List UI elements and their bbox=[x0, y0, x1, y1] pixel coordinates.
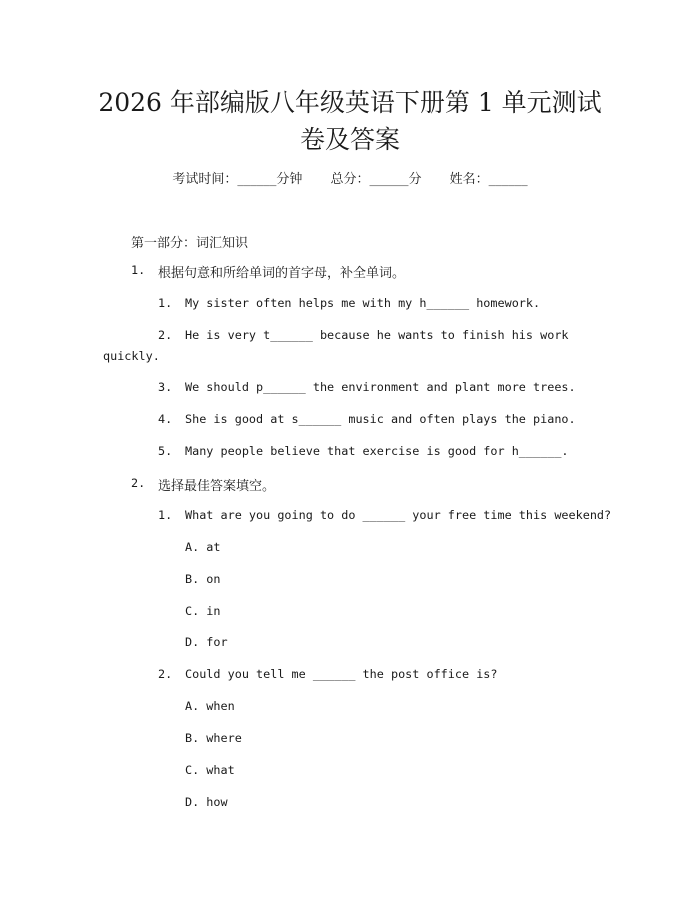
item-number: 4. bbox=[158, 412, 173, 426]
answer-option: C. what bbox=[185, 763, 235, 777]
item-number: 5. bbox=[158, 444, 173, 458]
item-number: 2. bbox=[158, 667, 173, 681]
answer-option: D. for bbox=[185, 635, 228, 649]
item-number: 1. bbox=[158, 296, 173, 310]
answer-option: A. when bbox=[185, 699, 235, 713]
exam-time: 考试时间：______分钟 bbox=[172, 172, 303, 187]
student-name: 姓名：______ bbox=[449, 172, 528, 187]
document-title-line-2: 卷及答案 bbox=[299, 125, 400, 154]
question-number: 1. bbox=[131, 263, 146, 277]
document-title-line-1: 2026 年部编版八年级英语下册第 1 单元测试 bbox=[98, 88, 602, 117]
answer-option: A. at bbox=[185, 540, 221, 554]
item-text-continued: quickly. bbox=[103, 349, 160, 363]
item-number: 1. bbox=[158, 508, 173, 522]
question-instruction: 根据句意和所给单词的首字母，补全单词。 bbox=[158, 266, 406, 281]
item-number: 2. bbox=[158, 328, 173, 342]
exam-meta bbox=[0, 168, 700, 187]
item-number: 3. bbox=[158, 380, 173, 394]
section-heading: 第一部分：词汇知识 bbox=[131, 236, 249, 251]
item-text: Could you tell me ______ the post office is? bbox=[185, 667, 498, 681]
item-text: What are you going to do ______ your free time this weekend? bbox=[185, 508, 612, 522]
item-text: Many people believe that exercise is good for h______. bbox=[185, 444, 569, 458]
question-instruction: 选择最佳答案填空。 bbox=[158, 479, 276, 494]
answer-option: C. in bbox=[185, 604, 221, 618]
answer-option: B. where bbox=[185, 731, 242, 745]
answer-option: B. on bbox=[185, 572, 221, 586]
item-text: He is very t______ because he wants to finish his work bbox=[185, 328, 569, 342]
question-number: 2. bbox=[131, 476, 146, 490]
answer-option: D. how bbox=[185, 795, 228, 809]
item-text: We should p______ the environment and plant more trees. bbox=[185, 380, 576, 394]
exam-score: 总分：______分 bbox=[330, 172, 422, 187]
item-text: She is good at s______ music and often plays the piano. bbox=[185, 412, 576, 426]
item-text: My sister often helps me with my h______ homework. bbox=[185, 296, 541, 310]
